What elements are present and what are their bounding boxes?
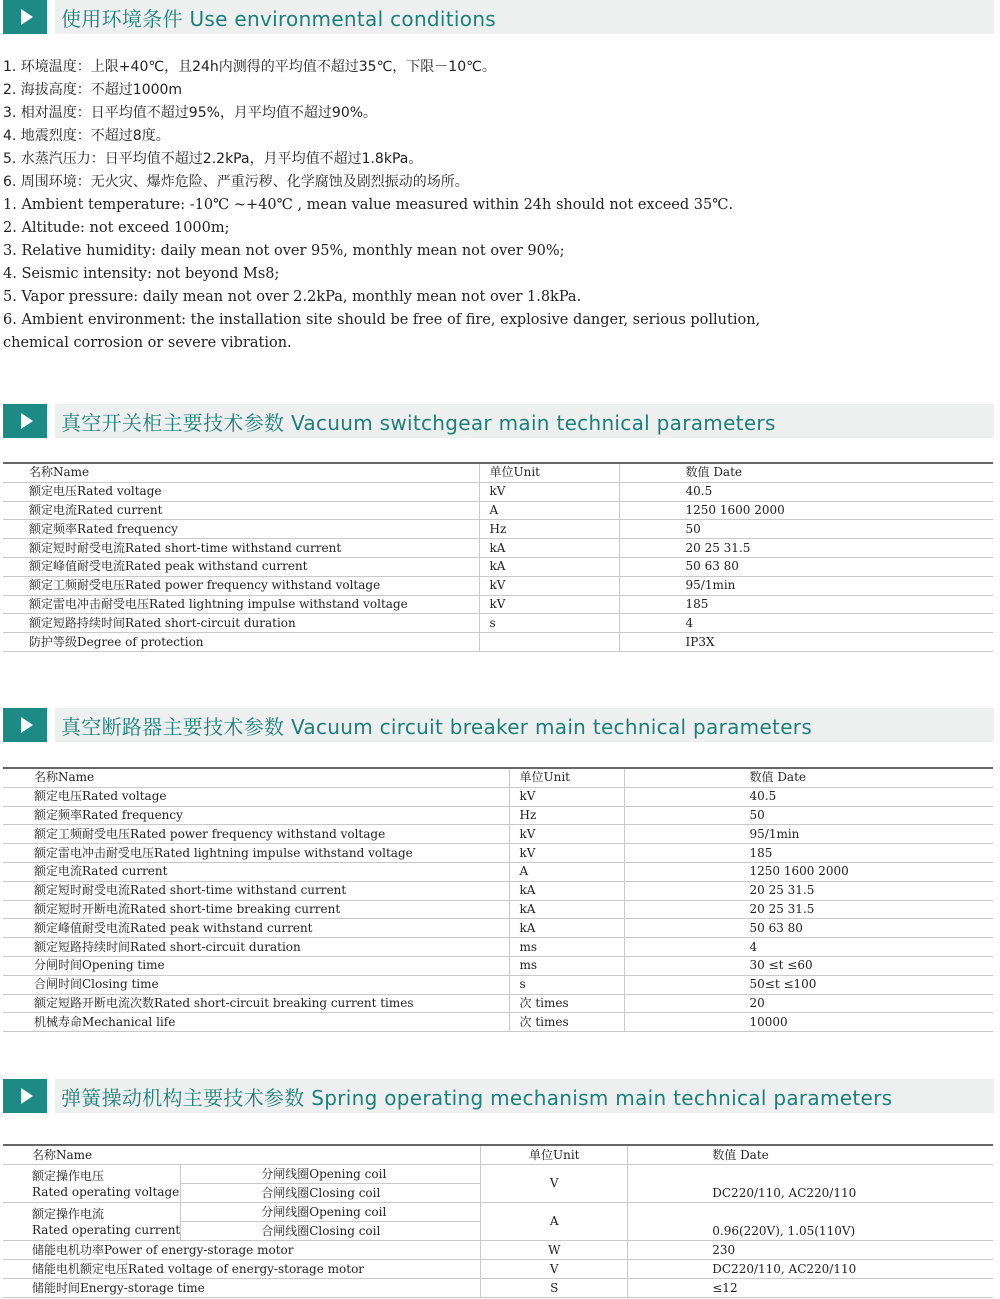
- table-header-row: [3, 1145, 993, 1165]
- spring-table: [3, 1144, 993, 1298]
- section-header-env: [3, 0, 994, 34]
- condition-en: 5. Vapor pressure: daily mean not over 2.2kPa, monthly mean not over 1.8kPa.: [3, 289, 582, 305]
- section-title: 真空断路器主要技术参数 Vacuum circuit breaker main technical parameters: [61, 714, 813, 739]
- table-row-current: 额定操作电流 Rated operating current 分闸线圈Opening coil A 0.96(220V), 1.05(110V): [3, 1203, 993, 1222]
- header-name: 名称Name: [3, 1145, 481, 1165]
- header-unit: 单位Unit: [481, 1145, 628, 1165]
- table-row: 额定短路持续时间Rated short-circuit duration ms 4: [3, 938, 993, 957]
- table-row: 额定频率Rated frequency Hz 50: [3, 520, 993, 539]
- table-row-current-closing: 合闸线圈Closing coil: [3, 1222, 993, 1241]
- table-row: 合闸时间Closing time s 50≤t ≤100: [3, 975, 993, 994]
- play-icon: [3, 404, 47, 438]
- condition-en: 4. Seismic intensity: not beyond Ms8;: [3, 266, 280, 282]
- condition-en: 2. Altitude: not exceed 1000m;: [3, 220, 230, 236]
- condition-en: 1. Ambient temperature: -10℃ ~+40℃ , mean value measured within 24h should not exceed 35℃.: [3, 197, 734, 213]
- table-row: 额定短时耐受电流Rated short-time withstand current kA 20 25 31.5: [3, 881, 993, 900]
- section-header-breaker: [3, 708, 994, 742]
- condition-en: chemical corrosion or severe vibration.: [3, 335, 292, 351]
- table-row: 额定短路开断电流次数Rated short-circuit breaking current times 次 times 20: [3, 994, 993, 1013]
- table-row: 额定电流Rated current A 1250 1600 2000: [3, 501, 993, 520]
- section-header-spring: [3, 1079, 994, 1113]
- condition-zh: 3. 相对温度：日平均值不超过95%，月平均值不超过90%。: [3, 105, 378, 121]
- table-row: 额定短路持续时间Rated short-circuit duration s 4: [3, 614, 993, 633]
- table-row: 额定电压Rated voltage kV 40.5: [3, 482, 993, 501]
- table-row: 储能电机额定电压Rated voltage of energy-storage motor V DC220/110, AC220/110: [3, 1260, 993, 1279]
- header-unit: 单位Unit: [509, 768, 624, 787]
- breaker-table: [3, 767, 993, 1032]
- table-row: 机械寿命Mechanical life 次 times 10000: [3, 1013, 993, 1032]
- table-row: 额定电压Rated voltage kV 40.5: [3, 787, 993, 806]
- section-title: 弹簧操动机构主要技术参数 Spring operating mechanism main technical parameters: [61, 1085, 893, 1110]
- table-header-row: [3, 463, 993, 482]
- condition-zh: 6. 周围环境：无火灾、爆炸危险、严重污秽、化学腐蚀及剧烈振动的场所。: [3, 174, 469, 190]
- header-value: 数值 Date: [628, 1145, 993, 1165]
- table-row: 额定雷电冲击耐受电压Rated lightning impulse withstand voltage kV 185: [3, 595, 993, 614]
- condition-en: 3. Relative humidity: daily mean not over 95%, monthly mean not over 90%;: [3, 243, 565, 259]
- section-title: 真空开关柜主要技术参数 Vacuum switchgear main technical parameters: [61, 410, 776, 435]
- play-icon: [3, 1079, 47, 1113]
- rated-operating-current-label: 额定操作电流 Rated operating current: [3, 1203, 181, 1241]
- header-value: 数值 Date: [619, 463, 993, 482]
- table-row: 额定短时开断电流Rated short-time breaking current kA 20 25 31.5: [3, 900, 993, 919]
- play-icon: [3, 0, 47, 34]
- section-title: 使用环境条件 Use environmental conditions: [61, 6, 497, 31]
- rated-operating-voltage-label: 额定操作电压 Rated operating voltage: [3, 1165, 181, 1203]
- switchgear-table: [3, 462, 993, 652]
- condition-zh: 2. 海拔高度：不超过1000m: [3, 82, 183, 98]
- table-row: 储能电机功率Power of energy-storage motor W 230: [3, 1241, 993, 1260]
- table-row: 额定频率Rated frequency Hz 50: [3, 806, 993, 825]
- table-row-voltage: 额定操作电压 Rated operating voltage 分闸线圈Opening coil V DC220/110, AC220/110: [3, 1165, 993, 1184]
- table-row: 防护等级Degree of protection IP3X: [3, 633, 993, 652]
- condition-en: 6. Ambient environment: the installation site should be free of fire, explosive danger, serious pollution,: [3, 312, 761, 328]
- table-row: 额定工频耐受电压Rated power frequency withstand voltage kV 95/1min: [3, 825, 993, 844]
- table-row: 额定峰值耐受电流Rated peak withstand current kA 50 63 80: [3, 919, 993, 938]
- header-unit: 单位Unit: [479, 463, 619, 482]
- table-row: 额定工频耐受电压Rated power frequency withstand voltage kV 95/1min: [3, 576, 993, 595]
- header-name: 名称Name: [3, 463, 479, 482]
- table-row: 额定峰值耐受电流Rated peak withstand current kA 50 63 80: [3, 557, 993, 576]
- table-header-row: [3, 768, 993, 787]
- table-row: 额定短时耐受电流Rated short-time withstand current kA 20 25 31.5: [3, 539, 993, 558]
- environment-conditions: [3, 56, 993, 355]
- header-value: 数值 Date: [624, 768, 993, 787]
- condition-zh: 4. 地震烈度：不超过8度。: [3, 128, 170, 144]
- table-row: 分闸时间Opening time ms 30 ≤t ≤60: [3, 956, 993, 975]
- header-name: 名称Name: [3, 768, 509, 787]
- table-row-voltage-closing: 合闸线圈Closing coil: [3, 1184, 993, 1203]
- table-row: 储能时间Energy-storage time S ≤12: [3, 1279, 993, 1298]
- condition-zh: 1. 环境温度：上限+40℃，且24h内测得的平均值不超过35℃，下限－10℃。: [3, 59, 496, 75]
- condition-zh: 5. 水蒸汽压力：日平均值不超过2.2kPa，月平均值不超过1.8kPa。: [3, 151, 423, 167]
- table-row: 额定雷电冲击耐受电压Rated lightning impulse withstand voltage kV 185: [3, 844, 993, 863]
- table-row: 额定电流Rated current A 1250 1600 2000: [3, 862, 993, 881]
- play-icon: [3, 708, 47, 742]
- section-header-switchgear: [3, 404, 994, 438]
